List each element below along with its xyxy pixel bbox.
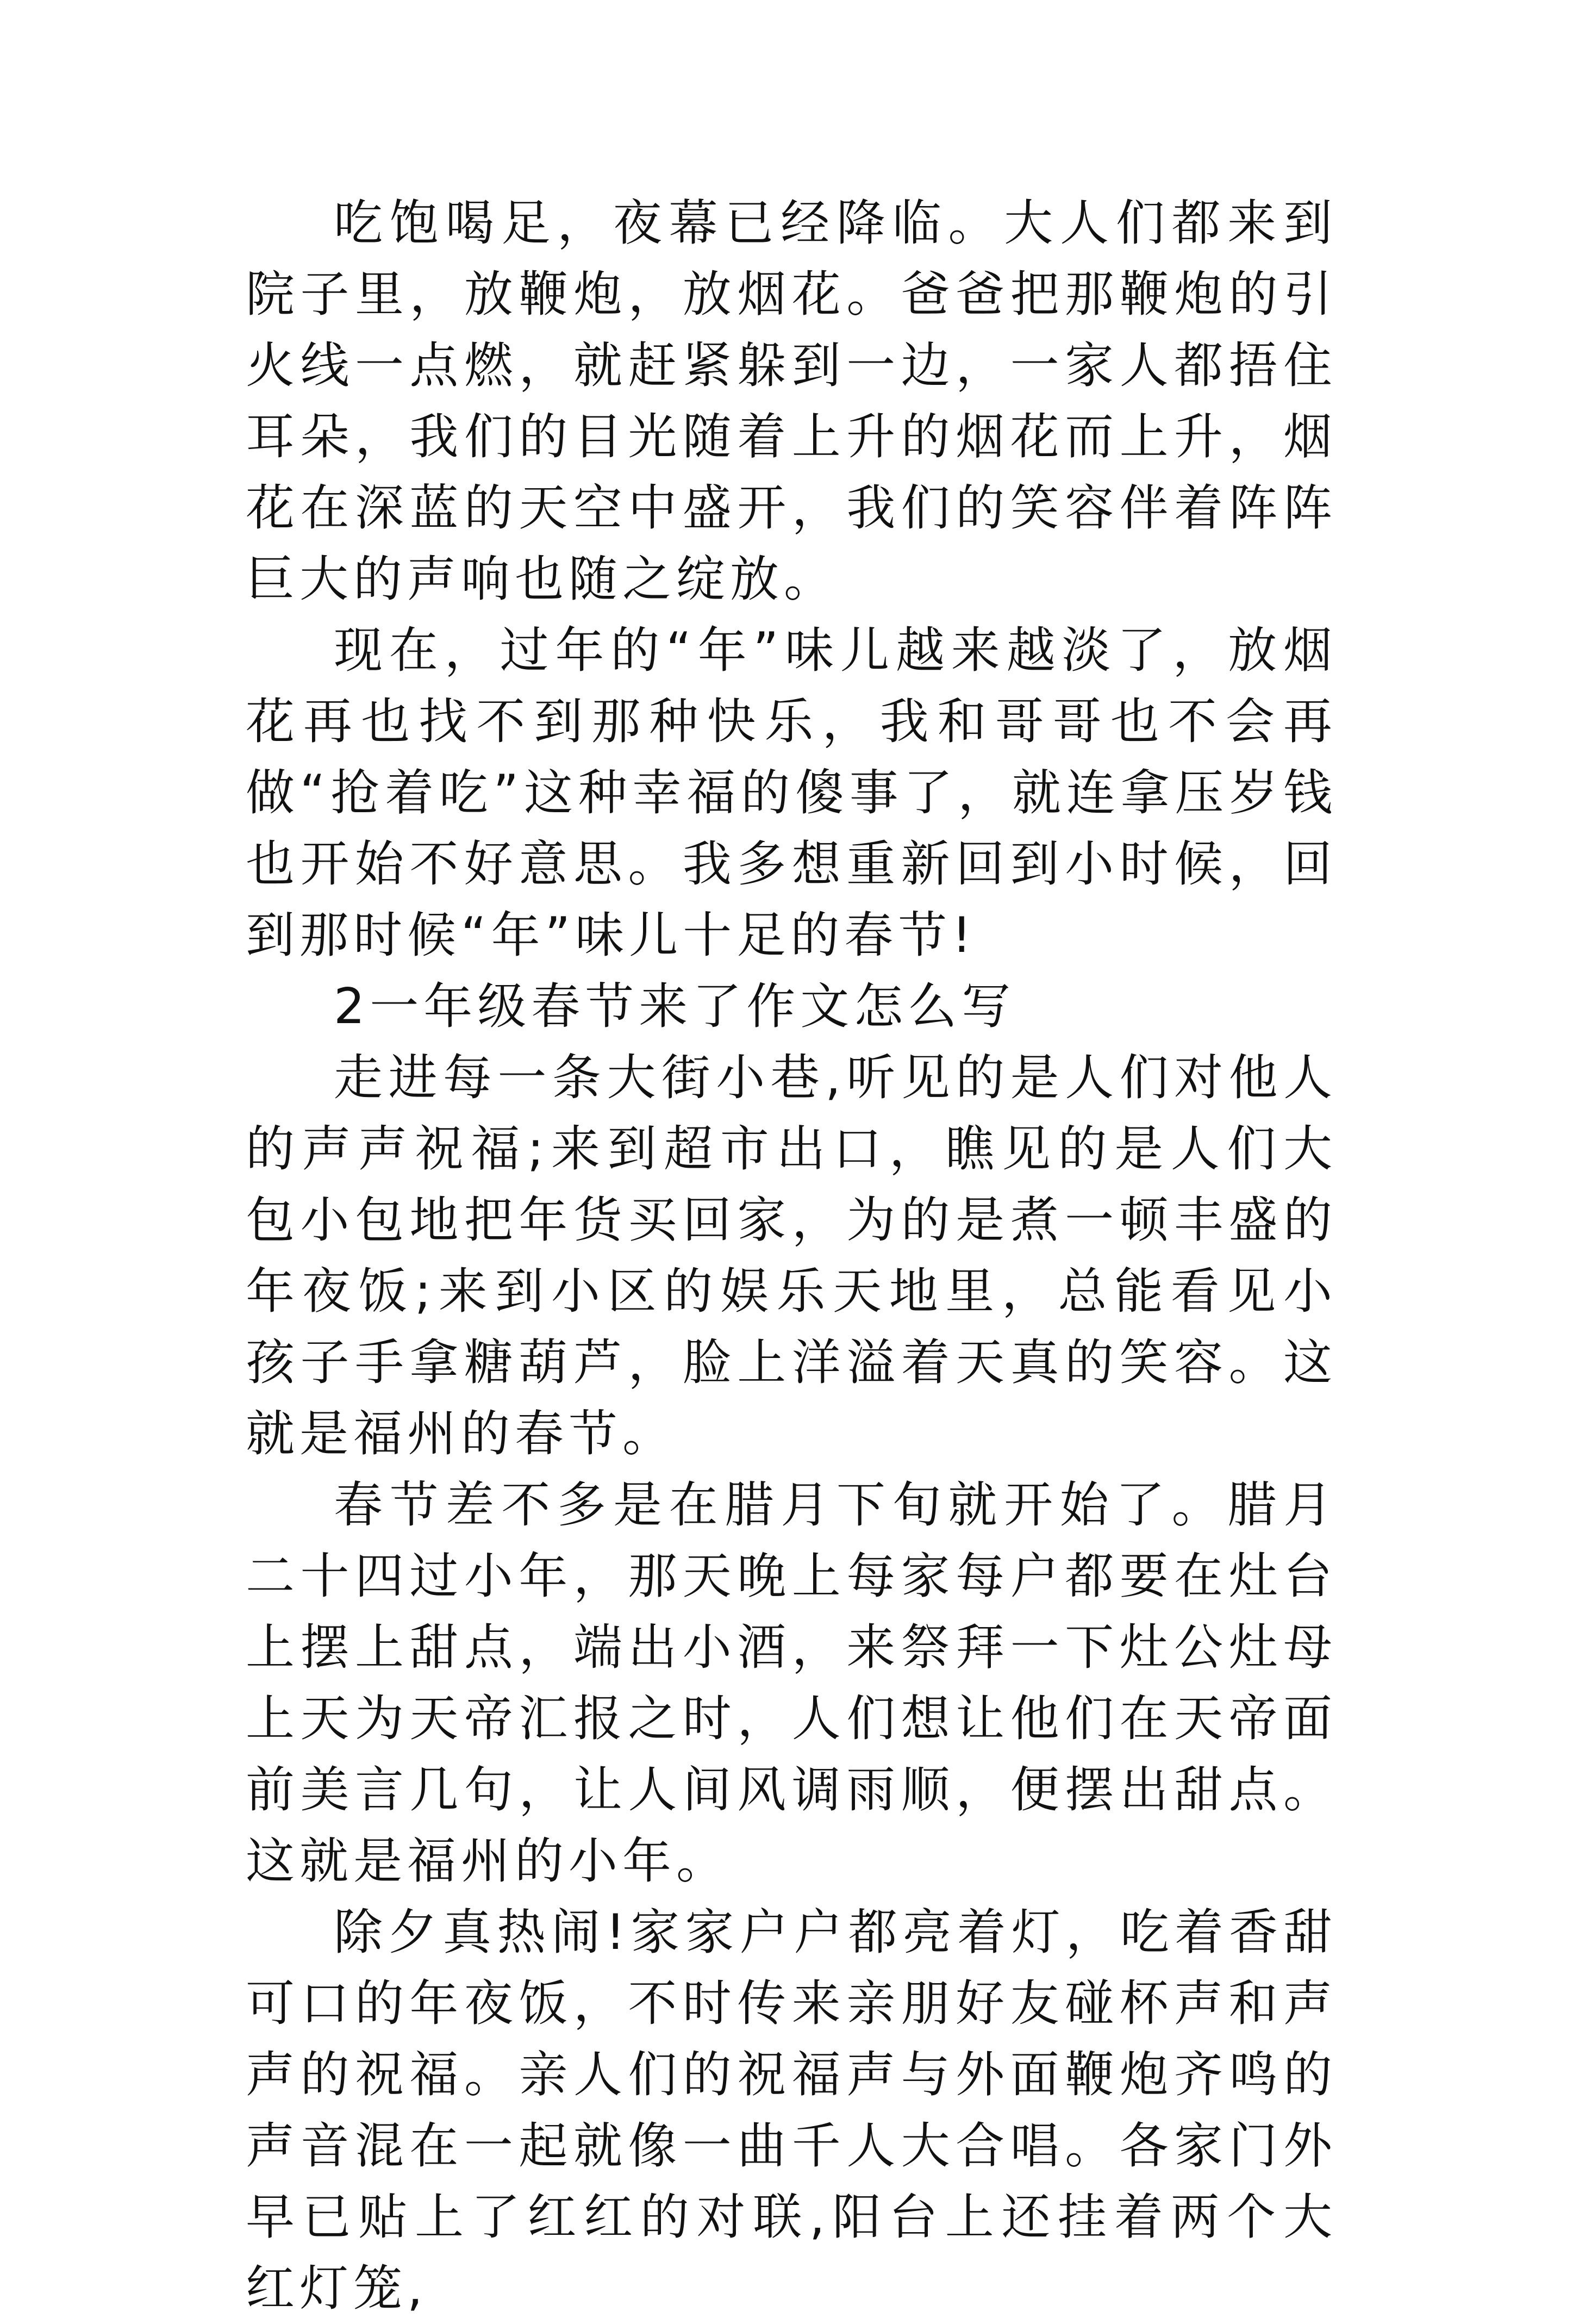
section-heading: 2一年级春节来了作文怎么写 <box>334 978 1016 1035</box>
paragraph-new-years-eve: 除夕真热闹!家家户户都亮着灯，吃着香甜可口的年夜饭，不时传来亲朋好友碰杯声和声声的祝福。亲人们的祝福声与外面鞭炮齐鸣的声音混在一起就像一曲千人大合唱。各家门外早已贴上了红红的对联,阳台上还挂着两个大红灯笼, <box>246 1904 1337 2317</box>
paragraph-new-year-flavor: 现在，过年的“年”味儿越来越淡了，放烟花再也找不到那种快乐，我和哥哥也不会再做“抢着吃”这种幸福的傻事了，就连拿压岁钱也开始不好意思。我多想重新回到小时候，回到那时候“年”味儿十足的春节! <box>246 622 1337 964</box>
paragraph-streets: 走进每一条大街小巷,听见的是人们对他人的声声祝福;来到超市出口，瞧见的是人们大包小包地把年货买回家，为的是煮一顿丰盛的年夜饭;来到小区的娱乐天地里，总能看见小孩子手拿糖葫芦，脸上洋溢着天真的笑容。这就是福州的春节。 <box>246 1049 1337 1462</box>
document-page <box>246 188 1337 2324</box>
paragraph-fireworks: 吃饱喝足，夜幕已经降临。大人们都来到院子里，放鞭炮，放烟花。爸爸把那鞭炮的引火线一点燃，就赶紧躲到一边，一家人都捂住耳朵，我们的目光随着上升的烟花而上升，烟花在深蓝的天空中盛开，我们的笑容伴着阵阵巨大的声响也随之绽放。 <box>246 195 1337 608</box>
paragraph-little-new-year: 春节差不多是在腊月下旬就开始了。腊月二十四过小年，那天晚上每家每户都要在灶台上摆上甜点，端出小酒，来祭拜一下灶公灶母上天为天帝汇报之时，人们想让他们在天帝面前美言几句，让人间风调雨顺，便摆出甜点。这就是福州的小年。 <box>246 1476 1337 1890</box>
